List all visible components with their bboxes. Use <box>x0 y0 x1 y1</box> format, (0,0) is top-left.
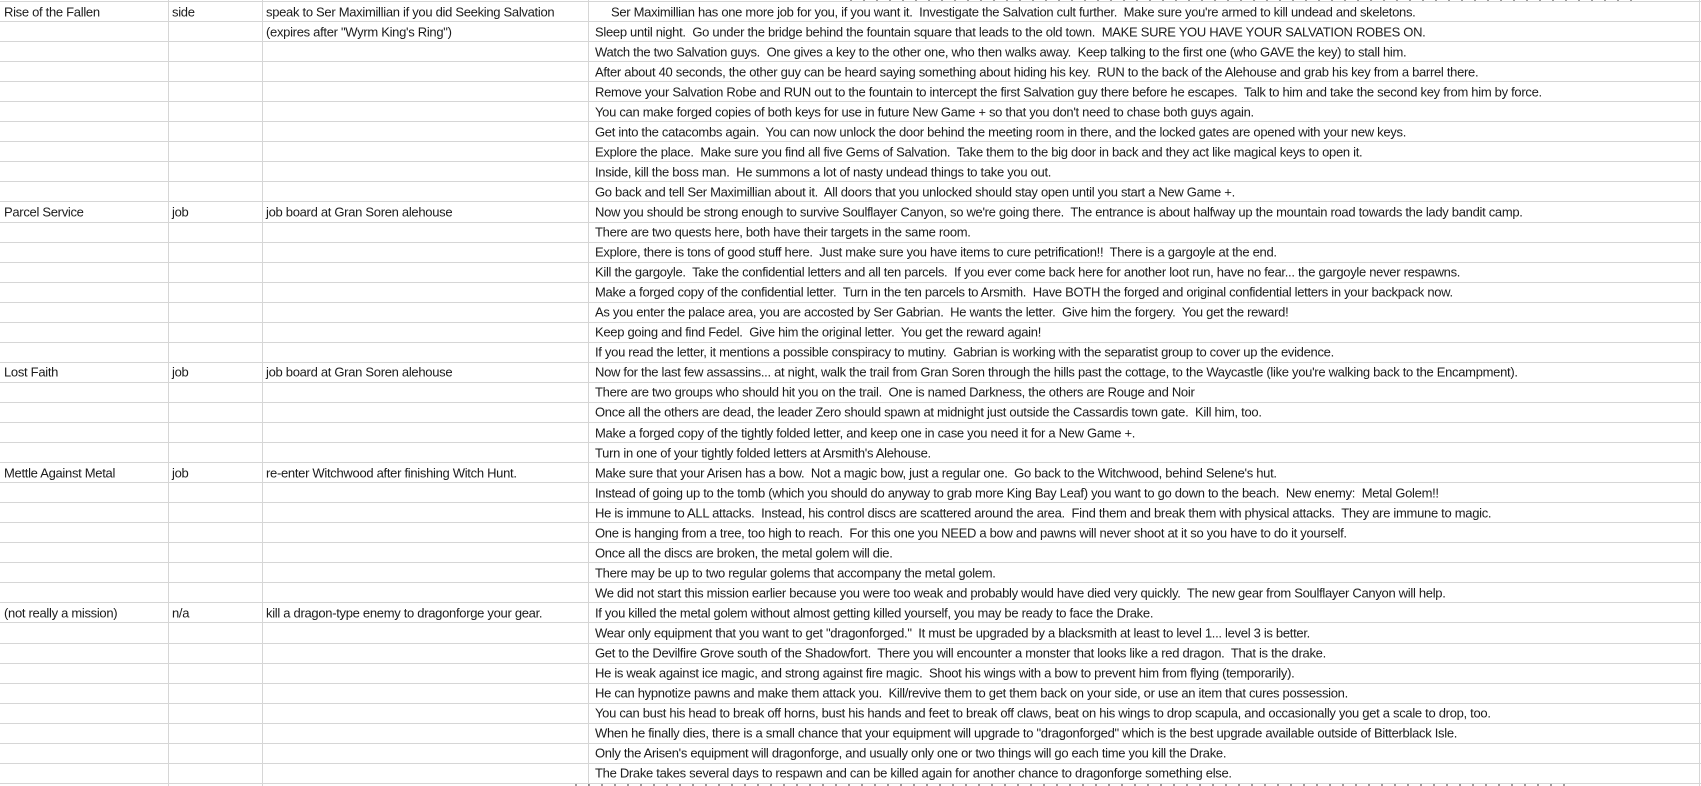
quest-step-cell[interactable]: Remove your Salvation Robe and RUN out to the fountain to intercept the first Salvation guy there before he escapes. Talk to him and take the second key from him by force. <box>595 84 1542 100</box>
quest-step-cell[interactable]: Inside, kill the boss man. He summons a lot of nasty undead things to take you out. <box>595 164 1052 180</box>
sheet-rows <box>0 2 1701 784</box>
quest-step-cell[interactable]: Explore the place. Make sure you find all five Gems of Salvation. Take them to the big door in back and they act like magical keys to open it. <box>595 144 1363 160</box>
quest-step-cell[interactable]: He is weak against ice magic, and strong against fire magic. Shoot his wings with a bow to prevent him from flying (temporarily). <box>595 665 1295 681</box>
sheet-row <box>0 82 1701 102</box>
quest-step-cell[interactable]: There are two groups who should hit you on the trail. One is named Darkness, the others are Rouge and Noir <box>595 384 1195 400</box>
quest-type-cell[interactable]: job <box>172 465 189 481</box>
sheet-row <box>0 543 1701 563</box>
sheet-row <box>0 764 1701 784</box>
quest-type-cell[interactable]: n/a <box>172 605 190 621</box>
quest-step-cell[interactable]: Make sure that your Arisen has a bow. Not a magic bow, just a regular one. Go back to the Witchwood, behind Selene's hut. <box>595 465 1277 481</box>
quest-step-cell[interactable]: Sleep until night. Go under the bridge behind the fountain square that leads to the old town. MAKE SURE YOU HAVE YOUR SALVATION ROBES ON. <box>595 24 1426 40</box>
quest-step-cell[interactable]: Watch the two Salvation guys. One gives a key to the other one, who then walks away. Keep talking to the first one (who GAVE the key) to stall him. <box>595 44 1407 60</box>
sheet-row <box>0 644 1701 664</box>
quest-step-cell[interactable]: Go back and tell Ser Maximillian about it. All doors that you unlocked should stay open until you start a New Game +. <box>595 184 1235 200</box>
quest-step-cell[interactable]: Wear only equipment that you want to get "dragonforged." It must be upgraded by a blacksmith at least to level 1... level 3 is better. <box>595 625 1310 641</box>
quest-step-cell[interactable]: Get to the Devilfire Grove south of the Shadowfort. There you will encounter a monster that looks like a red dragon. That is the drake. <box>595 645 1326 661</box>
quest-name-cell[interactable]: (not really a mission) <box>4 605 118 621</box>
quest-step-cell[interactable]: He can hypnotize pawns and make them attack you. Kill/revive them to get them back on your side, or use an item that cures possession. <box>595 685 1348 701</box>
quest-step-cell[interactable]: He is immune to ALL attacks. Instead, his control discs are scattered around the area. Find them and break them with physical attacks. They are immune to magic. <box>595 505 1492 521</box>
sheet-row <box>0 623 1701 643</box>
sheet-row <box>0 664 1701 684</box>
sheet-row <box>0 122 1701 142</box>
quest-step-cell[interactable]: There may be up to two regular golems that accompany the metal golem. <box>595 565 996 581</box>
sheet-row <box>0 303 1701 323</box>
sheet-row <box>0 223 1701 243</box>
sheet-row <box>0 102 1701 122</box>
quest-trigger-cell[interactable]: job board at Gran Soren alehouse <box>266 204 453 220</box>
quest-trigger-cell[interactable]: (expires after "Wyrm King's Ring") <box>266 24 452 40</box>
quest-step-cell[interactable]: One is hanging from a tree, too high to reach. For this one you NEED a bow and pawns will never shoot at it so you have to do it yourself. <box>595 525 1347 541</box>
quest-step-cell[interactable]: Kill the gargoyle. Take the confidential letters and all ten parcels. If you ever come back here for another loot run, have no fear... the gargoyle never respawns. <box>595 264 1461 280</box>
sheet-row <box>0 243 1701 263</box>
quest-step-cell[interactable]: Now you should be strong enough to survive Soulflayer Canyon, so we're going there. The entrance is about halfway up the mountain road towards the lady bandit camp. <box>595 204 1523 220</box>
sheet-row <box>0 503 1701 523</box>
quest-step-cell[interactable]: Turn in one of your tightly folded letters at Arsmith's Alehouse. <box>595 445 931 461</box>
quest-step-cell[interactable]: Get into the catacombs again. You can now unlock the door behind the meeting room in there, and the locked gates are opened with your new keys. <box>595 124 1407 140</box>
sheet-row <box>0 383 1701 403</box>
quest-step-cell[interactable]: We did not start this mission earlier because you were too weak and probably would have died very quickly. The new gear from Soulflayer Canyon will help. <box>595 585 1446 601</box>
quest-type-cell[interactable]: job <box>172 204 189 220</box>
sheet-row <box>0 343 1701 363</box>
quest-trigger-cell[interactable]: kill a dragon-type enemy to dragonforge your gear. <box>266 605 543 621</box>
sheet-row <box>0 142 1701 162</box>
sheet-row <box>0 182 1701 202</box>
quest-step-cell[interactable]: If you read the letter, it mentions a possible conspiracy to mutiny. Gabrian is working with the separatist group to cover up the evidence. <box>595 344 1334 360</box>
sheet-row <box>0 323 1701 343</box>
quest-step-cell[interactable]: Now for the last few assassins... at night, walk the trail from Gran Soren through the hills past the cottage, to the Waycastle (like you're walking back to the Encampment). <box>595 364 1518 380</box>
sheet-row <box>0 563 1701 583</box>
quest-step-cell[interactable]: Make a forged copy of the tightly folded letter, and keep one in case you need it for a New Game +. <box>595 425 1136 440</box>
quest-step-cell[interactable]: After about 40 seconds, the other guy can be heard saying something about hiding his key. RUN to the back of the Alehouse and grab his key from a barrel there. <box>595 64 1479 80</box>
quest-name-cell[interactable]: Mettle Against Metal <box>4 465 116 481</box>
sheet-row <box>0 744 1701 764</box>
quest-step-cell[interactable]: Make a forged copy of the confidential letter. Turn in the ten parcels to Arsmith. Have BOTH the forged and original confidential letters in your backpack now. <box>595 284 1453 300</box>
sheet-row <box>0 423 1701 443</box>
sheet-row <box>0 603 1701 623</box>
sheet-row <box>0 62 1701 82</box>
sheet-row <box>0 363 1701 383</box>
quest-step-cell[interactable]: Instead of going up to the tomb (which you should do anyway to grab more King Bay Leaf) you want to go down to the beach. New enemy: Metal Golem!! <box>595 485 1439 501</box>
quest-step-cell[interactable]: There are two quests here, both have their targets in the same room. <box>595 224 971 240</box>
sheet-row <box>0 483 1701 503</box>
quest-step-cell[interactable]: Once all the others are dead, the leader Zero should spawn at midnight just outside the Cassardis town gate. Kill him, too. <box>595 404 1262 420</box>
sheet-row <box>0 283 1701 303</box>
quest-step-cell[interactable]: Ser Maximillian has one more job for you, if you want it. Investigate the Salvation cult further. Make sure you're armed to kill undead and skeletons. <box>611 4 1416 20</box>
quest-step-cell[interactable]: The Drake takes several days to respawn and can be killed again for another chance to dragonforge something else. <box>595 765 1232 781</box>
sheet-row <box>0 583 1701 603</box>
quest-step-cell[interactable]: If you killed the metal golem without almost getting killed yourself, you may be ready to face the Drake. <box>595 605 1154 621</box>
quest-step-cell[interactable]: Once all the discs are broken, the metal golem will die. <box>595 545 893 561</box>
quest-trigger-cell[interactable]: job board at Gran Soren alehouse <box>266 364 453 380</box>
sheet-row <box>0 263 1701 283</box>
sheet-row <box>0 162 1701 182</box>
quest-step-cell[interactable]: Only the Arisen's equipment will dragonforge, and usually only one or two things will go each time you kill the Drake. <box>595 745 1227 761</box>
sheet-row <box>0 684 1701 704</box>
sheet-row <box>0 403 1701 423</box>
sheet-row <box>0 724 1701 744</box>
sheet-row <box>0 202 1701 222</box>
sheet-row <box>0 2 1701 22</box>
quest-step-cell[interactable]: You can bust his head to break off horns, bust his hands and feet to break off claws, beat on his wings to drop scapula, and occasionally you get a scale to drop, too. <box>595 705 1491 721</box>
quest-step-cell[interactable]: When he finally dies, there is a small chance that your equipment will upgrade to "dragonforged" which is the best upgrade available outside of Bitterblack Isle. <box>595 725 1458 741</box>
clipped-text-fragments <box>850 0 1640 1</box>
quest-step-cell[interactable]: As you enter the palace area, you are accosted by Ser Gabrian. He wants the letter. Give him the forgery. You get the reward! <box>595 304 1289 320</box>
quest-step-cell[interactable]: Keep going and find Fedel. Give him the original letter. You get the reward again! <box>595 324 1042 340</box>
sheet-row <box>0 443 1701 463</box>
sheet-row <box>0 523 1701 543</box>
quest-name-cell[interactable]: Rise of the Fallen <box>4 4 100 20</box>
sheet-row <box>0 42 1701 62</box>
quest-trigger-cell[interactable]: speak to Ser Maximillian if you did Seeking Salvation <box>266 4 555 20</box>
sheet-row <box>0 704 1701 724</box>
quest-type-cell[interactable]: side <box>172 4 195 20</box>
quest-step-cell[interactable]: Explore, there is tons of good stuff here. Just make sure you have items to cure petrification!! There is a gargoyle at the end. <box>595 244 1277 260</box>
quest-trigger-cell[interactable]: re-enter Witchwood after finishing Witch Hunt. <box>266 465 517 481</box>
sheet-row <box>0 22 1701 42</box>
quest-step-cell[interactable]: You can make forged copies of both keys for use in future New Game + so that you don't need to chase both guys again. <box>595 104 1254 120</box>
sheet-row <box>0 463 1701 483</box>
quest-name-cell[interactable]: Parcel Service <box>4 204 84 220</box>
quest-name-cell[interactable]: Lost Faith <box>4 364 59 380</box>
quest-type-cell[interactable]: job <box>172 364 189 380</box>
